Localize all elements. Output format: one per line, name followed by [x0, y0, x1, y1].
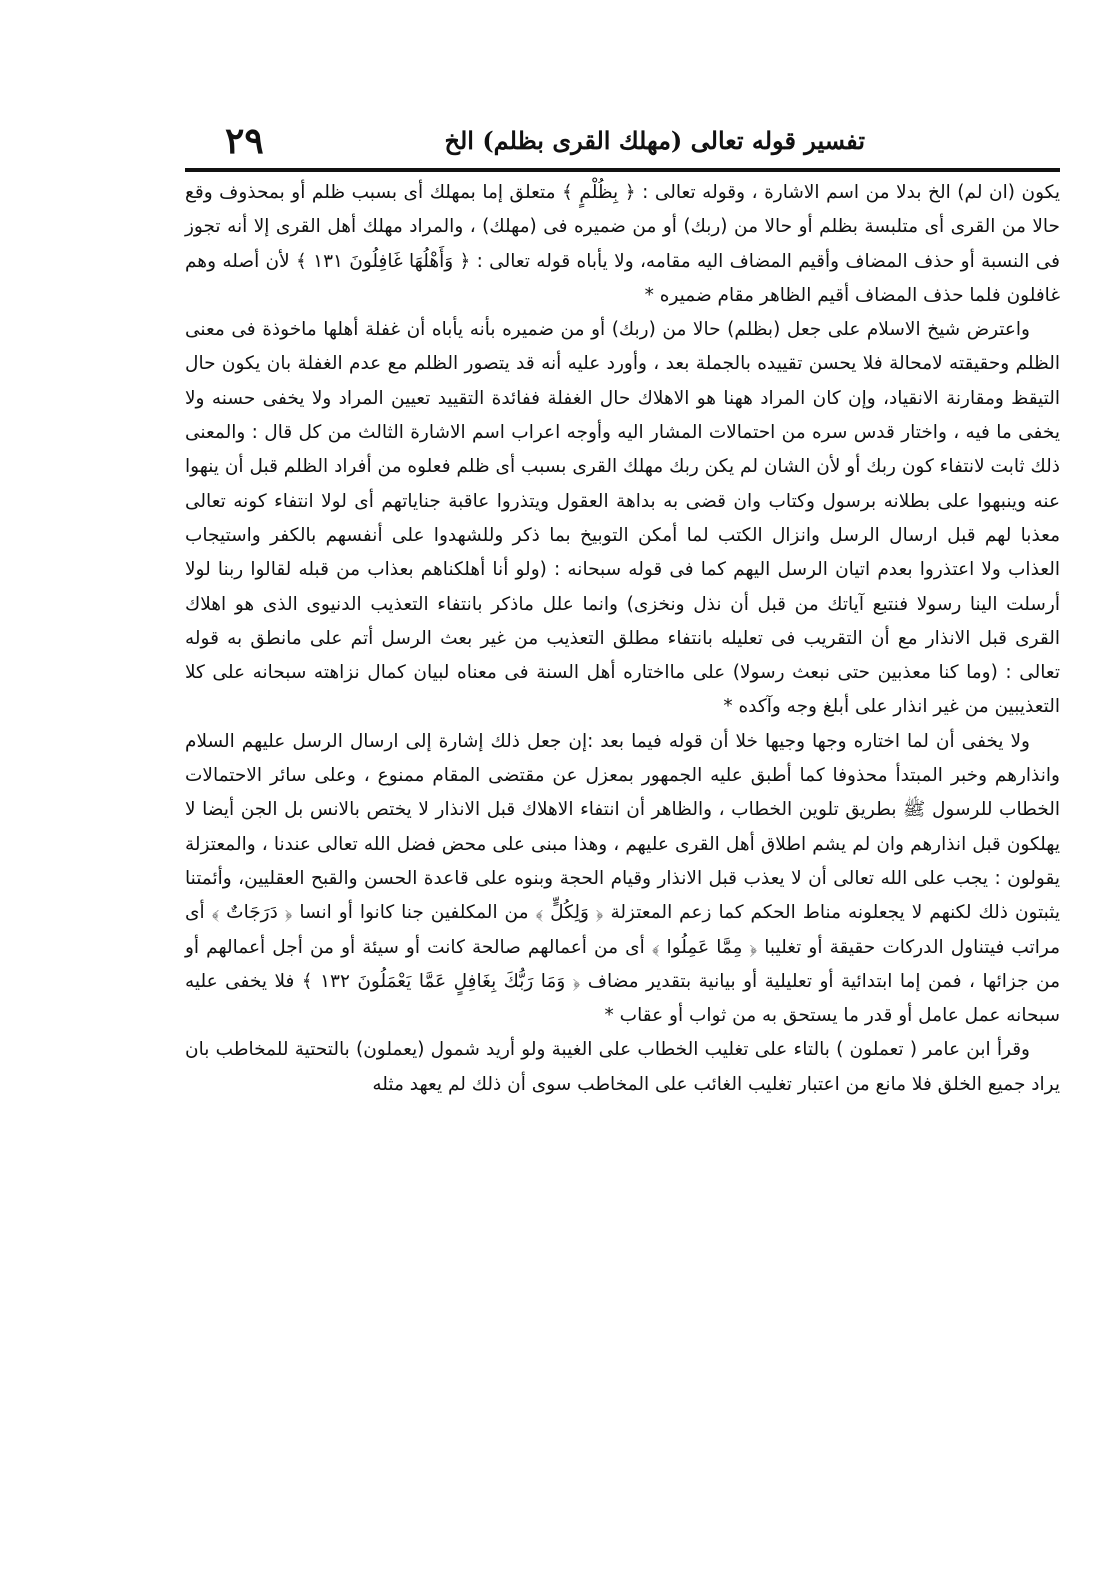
- page-header: [185, 120, 1060, 168]
- header-divider: [185, 168, 1060, 172]
- body-text: [185, 176, 1060, 1102]
- page-number: ٢٩: [225, 120, 264, 162]
- paragraph: يكون (ان لم) الخ بدلا من اسم الاشارة ، وقوله تعالى : ﴿ بِظُلْمٍ ﴾ متعلق إما بمهلك أى بسبب ظلم أو بمحذوف وقع حالا من القرى أى متلبسة بظلم أو حالا من (ربك) أو من ضميره فى (مهلك) ، والمراد مهلك أهل القرى إلا أنه تجوز فى النسبة أو حذف المضاف وأقيم المضاف اليه مقامه، ولا يأباه قوله تعالى : ﴿ وَأَهْلُهَا غَافِلُونَ ١٣١ ﴾ لأن أصله وهم غافلون فلما حذف المضاف أقيم الظاهر مقام ضميره *: [185, 182, 1060, 306]
- paragraph: وقرأ ابن عامر ( تعملون ) بالتاء على تغليب الخطاب على الغيبة ولو أريد شمول (يعملون) بالتحتية للمخاطب بان يراد جميع الخلق فلا مانع من اعتبار تغليب الغائب على المخاطب سوى أن ذلك لم يعهد مثله: [185, 1039, 1060, 1095]
- paragraph: واعترض شيخ الاسلام على جعل (بظلم) حالا من (ربك) أو من ضميره بأنه يأباه أن غفلة أهلها ماخوذة فى معنى الظلم وحقيقته لامحالة فلا يحسن تقييده بالجملة بعد ، وأورد عليه أنه قد يتصور الظلم مع عدم الغفلة بان يكون حال التيقظ ومقارنة الانقياد، وإن كان المراد ههنا هو الاهلاك حال الغفلة ففائدة التقييد تعيين المراد ولا يخفى حسنه ولا يخفى ما فيه ، واختار قدس سره من احتمالات المشار اليه وأوجه اعراب اسم الاشارة الثالث من كل قال : والمعنى ذلك ثابت لانتفاء كون ربك أو لأن الشان لم يكن ربك مهلك القرى بسبب أى ظلم فعلوه من أفراد الظلم قبل أن ينهوا عنه وينبهوا على بطلانه برسول وكتاب وان قضى به بداهة العقول ويتذروا عاقبة جناياتهم أى لولا انتفاء كونه تعالى معذبا لهم قبل ارسال الرسل وانزال الكتب لما أمكن التوبيخ بما ذكر وللشهدوا على أنفسهم بالكفر واستيجاب العذاب ولا اعتذروا بعدم اتيان الرسل اليهم كما فى قوله سبحانه : (ولو أنا أهلكناهم بعذاب من قبله لقالوا ربنا لولا أرسلت الينا رسولا فنتبع آياتك من قبل أن نذل ونخزى) وانما علل ماذكر بانتفاء التعذيب الدنيوى الذى هو اهلاك القرى قبل الانذار مع أن التقريب فى تعليله بانتفاء مطلق التعذيب من غير بعث الرسل أتم على مانطق به قوله تعالى : (وما كنا معذبين حتى نبعث رسولا) على مااختاره أهل السنة فى معناه لبيان كمال نزاهته سبحانه على كلا التعذيبين من غير انذار على أبلغ وجه وآكده *: [185, 319, 1060, 718]
- paragraph: ولا يخفى أن لما اختاره وجها وجيها خلا أن قوله فيما بعد :إن جعل ذلك إشارة إلى ارسال الرسل عليهم السلام وانذارهم وخبر المبتدأ محذوفا كما أطبق عليه الجمهور بمعزل عن مقتضى المقام ممنوع ، وعلى سائر الاحتمالات الخطاب للرسول ﷺ بطريق تلوين الخطاب ، والظاهر أن انتفاء الاهلاك قبل الانذار لا يختص بالانس بل الجن أيضا لا يهلكون قبل انذارهم وان لم يشم اطلاق أهل القرى عليهم ، وهذا مبنى على محض فضل الله تعالى عندنا ، والمعتزلة يقولون : يجب على الله تعالى أن لا يعذب قبل الانذار وقيام الحجة وبنوه على قاعدة الحسن والقبح العقليين، وأئمتنا يثبتون ذلك لكنهم لا يجعلونه مناط الحكم كما زعم المعتزلة ﴿ وَلِكُلٍّ ﴾ من المكلفين جنا كانوا أو انسا ﴿ دَرَجَاتٌ ﴾ أى مراتب فيتناول الدركات حقيقة أو تغليبا ﴿ مِمَّا عَمِلُوا ﴾ أى من أعمالهم صالحة كانت أو سيئة أو من أجل أعمالهم أو من جزائها ، فمن إما ابتدائية أو تعليلية أو بيانية بتقدير مضاف ﴿ وَمَا رَبُّكَ بِغَافِلٍ عَمَّا يَعْمَلُونَ ١٣٢ ﴾ فلا يخفى عليه سبحانه عمل عامل أو قدر ما يستحق به من ثواب أو عقاب *: [185, 730, 1060, 1027]
- running-title: تفسير قوله تعالى (مهلك القرى بظلم) الخ: [444, 126, 865, 155]
